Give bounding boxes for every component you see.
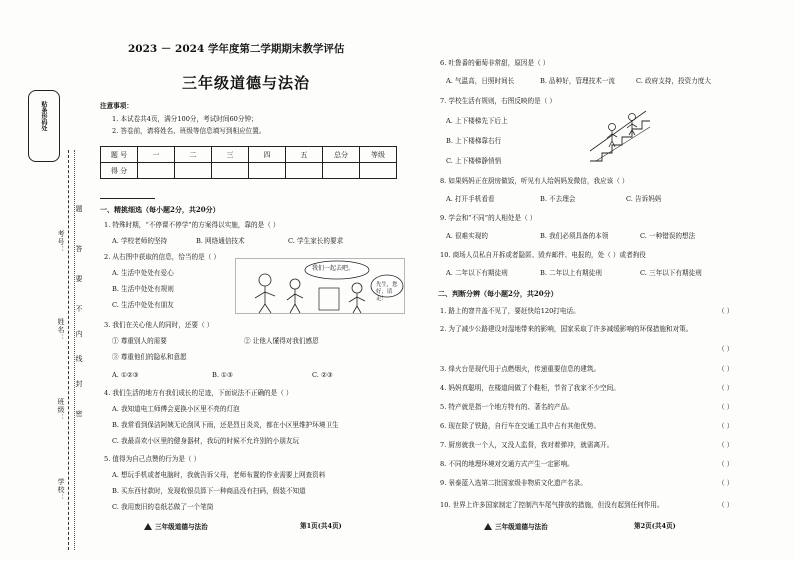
option: B. 我们必须具备的本领 xyxy=(540,232,609,240)
triangle-icon xyxy=(144,523,152,530)
score-header: 题 号 xyxy=(101,147,138,163)
option: B. 二年以上有期徒刑 xyxy=(540,269,602,277)
option: C. 生活中处处有朋友 xyxy=(112,301,174,309)
field-exam-number: 考号： xyxy=(57,230,65,254)
judge-item: 5. 特产就是指一个地方特有的、著名的产品。 xyxy=(440,403,574,411)
option: C. 我最喜欢小区里的健身器材，我玩的时候不允许别的小朋友玩 xyxy=(112,437,300,445)
option: A. 上下楼梯先下后上 xyxy=(446,117,508,125)
question-stem: 2. 从右图中获取的信息，恰当的是（ ） xyxy=(104,253,220,261)
answer-bracket[interactable]: （ ） xyxy=(718,365,734,373)
option: C. 上下楼梯静悄悄 xyxy=(446,157,502,165)
option: A. 很难实现的 xyxy=(446,232,488,240)
option: A. 想玩手机或者电脑时，我就告诉父母，老师布置的作业需要上网查资料 xyxy=(112,471,326,479)
option: B. 品种好，管理技术一流 xyxy=(540,77,615,85)
option: ② 让他人懂得对我们感恩 xyxy=(244,337,319,345)
speech-bubble: 我们一起去吧。 xyxy=(312,265,355,272)
q7-stairs-illustration xyxy=(586,103,652,165)
speech-bubble: 先生，您好，请走！ xyxy=(376,282,398,303)
answer-bracket[interactable]: （ ） xyxy=(718,403,734,411)
note-item: 2. 答卷前，请将姓名、班级等信息填写到相应位置。 xyxy=(112,127,266,135)
seal-char: 答 xyxy=(75,245,83,253)
question-stem: 1. 特殊时期，“不停课不停学”的方案得以实施，靠的是（ ） xyxy=(104,221,280,229)
grader-line xyxy=(100,198,155,199)
judge-item: 8. 不同的地理环境对交通方式产生一定影响。 xyxy=(440,460,574,468)
section1-title: 一、精挑细选（每小题2分，共20分） xyxy=(100,205,220,214)
option: A. 打开手机看看 xyxy=(446,195,495,203)
option: A. 学校老师的坚持 xyxy=(112,237,168,245)
judge-item: 2. 为了减少公路建设对湿地带来的影响，国家采取了许多减缓影响的环保措施和对策。 xyxy=(440,325,693,333)
barcode-stub xyxy=(28,90,60,162)
score-header: 总分 xyxy=(323,147,360,163)
judge-item: 9. 景泰蓝入选第二批国家级非物质文化遗产名录。 xyxy=(440,479,587,487)
score-table xyxy=(100,146,397,179)
question-stem: 4. 我们生活的地方有我们成长的足迹，下面说法不正确的是（ ） xyxy=(104,389,293,397)
option: C. 告诉妈妈 xyxy=(626,195,662,203)
score-cell[interactable] xyxy=(175,163,212,179)
score-header: 一 xyxy=(138,147,175,163)
answer-bracket[interactable]: （ ） xyxy=(718,441,734,449)
score-cell[interactable] xyxy=(212,163,249,179)
footer-page-number: 第1页(共4页) xyxy=(300,522,342,530)
option: B. 不去理会 xyxy=(540,195,576,203)
question-stem: 7. 学校生活有规则，右图反映的是（ ） xyxy=(440,97,556,105)
barcode-label: 贴条形码处 xyxy=(40,101,47,131)
question-stem: 3. 我们在关心他人的同时，还要（ ） xyxy=(104,321,214,329)
judge-item: 4. 妈妈真聪明，在楼道间做了个鞋柜，节省了我家不少空间。 xyxy=(440,384,620,392)
question-stem: 6. 吐鲁番的葡萄非常甜，原因是（ ） xyxy=(440,59,550,67)
question-stem: 5. 值得为自己点赞的行为是（ ） xyxy=(104,455,201,463)
option: B. ①③ xyxy=(212,371,233,379)
answer-bracket[interactable]: （ ） xyxy=(718,479,734,487)
score-header: 三 xyxy=(212,147,249,163)
footer-subject: 三年级道德与法治 xyxy=(495,523,548,531)
option: B. 生活中处处有规则 xyxy=(112,285,174,293)
option: C. 学生家长的要求 xyxy=(288,237,344,245)
judge-item: 7. 厨房就我一个人，又没人监督，我对着弹冲，就需离开。 xyxy=(440,441,614,449)
note-item: 1. 本试卷共4页，满分100分，考试时间60分钟； xyxy=(112,115,258,123)
field-class: 班级： xyxy=(57,398,65,422)
score-header: 二 xyxy=(175,147,212,163)
option: B. 买东西付款时，发现收银员算下一种商品没有扫码，假装不知道 xyxy=(112,487,306,495)
score-row-label: 得 分 xyxy=(101,163,138,179)
question-stem: 8. 如果妈妈正在厨房做饭，听见有人给妈妈发微信，我应该（ ） xyxy=(440,177,629,185)
score-header: 五 xyxy=(286,147,323,163)
score-cell[interactable] xyxy=(249,163,286,179)
option: A. ①②③ xyxy=(112,371,139,379)
option: B. 上下楼梯靠右行 xyxy=(446,137,502,145)
binding-strip xyxy=(0,0,92,561)
answer-bracket[interactable]: （ ） xyxy=(718,460,734,468)
section2-title: 二、判断分辨（每小题2分，共20分） xyxy=(438,289,558,298)
score-cell[interactable] xyxy=(323,163,360,179)
score-header: 四 xyxy=(249,147,286,163)
option: A. 我知道电工师傅会更换小区里不亮的灯泡 xyxy=(112,405,240,413)
field-school: 学校： xyxy=(57,478,65,502)
answer-bracket[interactable]: （ ） xyxy=(718,501,734,509)
judge-item: 3. 烽火台是现代用于点燃烟火，传递重要信息的建筑。 xyxy=(440,365,601,373)
notes-heading: 注意事项： xyxy=(100,102,133,110)
exam-subject: 三年级道德与法治 xyxy=(182,74,311,92)
option: ③ 尊重他们的隐私和意愿 xyxy=(112,353,187,361)
exam-title: 2023 － 2024 学年度第二学期期末教学评估 xyxy=(128,43,345,55)
score-cell[interactable] xyxy=(286,163,323,179)
score-header: 等级 xyxy=(360,147,397,163)
option: C. 一种错误的想法 xyxy=(640,232,696,240)
footer-left xyxy=(144,523,208,531)
seal-char: 封 xyxy=(75,380,83,388)
option: A. 生活中处处有爱心 xyxy=(112,269,174,277)
seal-char: 密 xyxy=(75,410,83,418)
seal-char: 题 xyxy=(75,205,83,213)
question-stem: 9. 学会和“不同”的人相处是（ ） xyxy=(440,214,537,222)
footer-subject: 三年级道德与法治 xyxy=(155,523,208,531)
judge-item: 6. 现在除了铁路，自行车在交通工具中占有其他优势。 xyxy=(440,422,601,430)
score-cell[interactable] xyxy=(360,163,397,179)
judge-item: 10. 世界上许多国家制定了控制汽车尾气排放的措施，但没有起到任何作用。 xyxy=(440,501,664,509)
triangle-icon xyxy=(484,523,492,530)
score-cell[interactable] xyxy=(138,163,175,179)
option: A. 气温高，日照时间长 xyxy=(446,77,515,85)
option: ① 尊重别人的需要 xyxy=(112,337,167,345)
judge-item: 1. 路上的窨井盖不见了，要赶快给120打电话。 xyxy=(440,307,580,315)
option: C. 三年以下有期徒刑 xyxy=(640,269,702,277)
question-stem: 10. 商场人员私自开拆或者隐匿、毁弃邮件、电报的，处（ ）或者拘役 xyxy=(440,251,646,259)
answer-bracket[interactable]: （ ） xyxy=(718,384,734,392)
option: C. 政府支持，投资力度大 xyxy=(636,77,711,85)
seal-char: 要 xyxy=(75,275,83,283)
seal-char: 内 xyxy=(75,330,83,338)
option: C. ②③ xyxy=(312,371,333,379)
seal-line xyxy=(68,150,69,550)
option: B. 我常看到保洁阿姨无论刮风下雨，还是烈日炎炎，都在小区里维护环境卫生 xyxy=(112,421,339,429)
answer-bracket[interactable]: （ ） xyxy=(718,345,734,353)
seal-char: 线 xyxy=(75,355,83,363)
footer-right xyxy=(484,523,548,531)
option: C. 我用废旧的卷纸芯做了一个笔筒 xyxy=(112,503,214,511)
footer-page-number: 第2页(共4页) xyxy=(634,522,676,530)
answer-bracket[interactable]: （ ） xyxy=(718,307,734,315)
option: A. 二年以下有期徒刑 xyxy=(446,269,508,277)
field-name: 姓名： xyxy=(57,318,65,342)
answer-bracket[interactable]: （ ） xyxy=(718,422,734,430)
seal-char: 不 xyxy=(75,305,83,313)
option: B. 网络通信技术 xyxy=(196,237,245,245)
